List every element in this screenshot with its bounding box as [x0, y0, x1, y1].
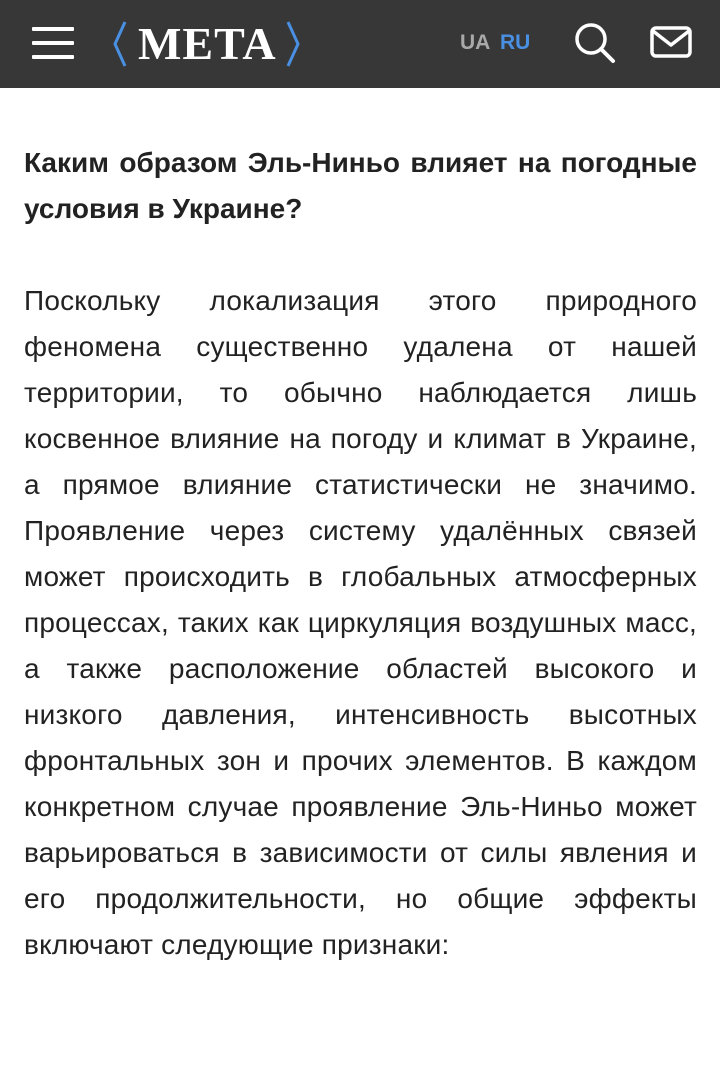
- logo-text: META: [138, 18, 277, 69]
- language-ru-link[interactable]: RU: [500, 31, 531, 54]
- language-ua-link[interactable]: UA: [460, 31, 491, 54]
- hamburger-icon[interactable]: [32, 24, 74, 62]
- logo-left-bracket-icon: [112, 20, 128, 68]
- article-subtitle: Каким образом Эль-Ниньо влияет на погодные условия в Украине?: [24, 147, 697, 224]
- search-icon[interactable]: [574, 22, 616, 64]
- article-paragraph: Поскольку локализация этого природного феномена существенно удалена от нашей территории, то обычно наблюдается лишь косвенное влияние на погоду и климат в Украине, а прямое влияние статистически не значимо. Проявление через систему удалённых связей может происходить в глобальных атмосферных процессах, таких как циркуляция воздушных масс, а также расположение областей высокого и низкого давления, интенсивность высотных фронтальных зон и прочих элементов. В каждом конкретном случае проявление Эль-Ниньо может варьироваться в зависимости от силы явления и его продолжительности, но общие эффекты включают следующие признаки:: [24, 285, 697, 960]
- logo-right-bracket-icon: [285, 20, 301, 68]
- article-body: [24, 140, 697, 968]
- site-logo[interactable]: [112, 14, 301, 74]
- site-header: [0, 0, 720, 88]
- mail-icon[interactable]: [650, 26, 692, 58]
